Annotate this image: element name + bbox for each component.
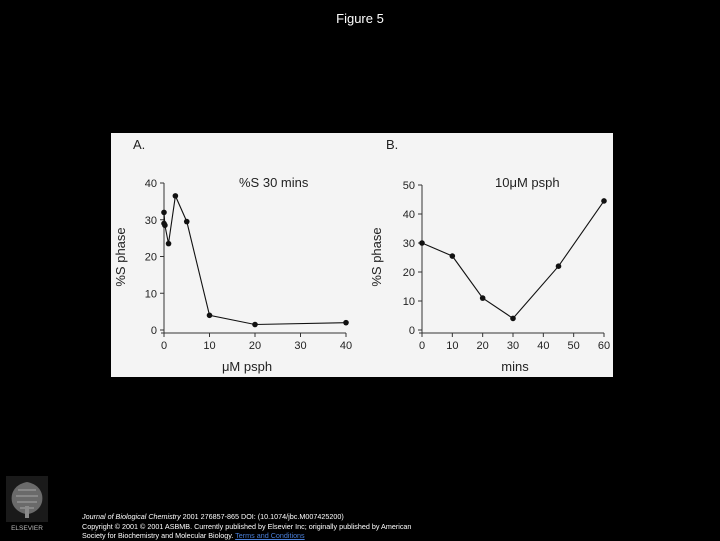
chart1-title: %S 30 mins [239, 175, 309, 190]
chart2-data-point [510, 316, 516, 322]
terms-link[interactable]: Terms and Conditions [235, 531, 305, 540]
chart2-ytick-label: 10 [402, 296, 415, 308]
chart2-ytick-label: 20 [402, 267, 415, 279]
citation-doi: 2001 276857-865 DOI: (10.1074/jbc.M007425200) [180, 512, 344, 521]
chart2-xtick-label: 40 [537, 340, 550, 352]
copyright-text: Copyright © 2001 © 2001 ASBMB. Currently published by Elsevier Inc; originally published by American [82, 521, 412, 531]
chart2-xtick-label: 60 [597, 340, 611, 352]
chart2-data-point [419, 240, 425, 246]
chart1-data-point [173, 193, 179, 199]
society-text: Society for Biochemistry and Molecular Biology. [82, 531, 236, 540]
chart2-data-point [450, 253, 456, 259]
chart2-series-line [422, 201, 604, 319]
chart1-xtick-label: 10 [203, 340, 216, 352]
chart1-xtick-label: 30 [294, 340, 307, 352]
chart1-ytick-label: 40 [144, 178, 157, 190]
chart1-xtick-label: 20 [248, 340, 262, 352]
chart1-data-point [343, 320, 349, 326]
figure-panel [111, 133, 613, 377]
chart1-series-line [164, 196, 346, 325]
chart1-panel-label: A. [133, 137, 146, 152]
chart1-ytick-label: 30 [144, 214, 157, 227]
elsevier-logo [6, 476, 48, 534]
chart2-xlabel: mins [501, 359, 529, 374]
chart1-data-point [252, 322, 258, 328]
chart1-xtick-label: 0 [160, 340, 168, 352]
chart1-data-point [161, 210, 167, 216]
chart2-xtick-label: 50 [567, 340, 580, 352]
chart1-ytick-label: 0 [150, 325, 157, 337]
chart2-xtick-label: 30 [506, 340, 520, 352]
chart2-data-point [601, 198, 607, 204]
figure-title: Figure 5 [336, 11, 384, 26]
chart2-data-point [480, 295, 486, 301]
chart1-ylabel: %S phase [113, 227, 128, 287]
chart1-xtick-label: 40 [339, 340, 353, 352]
elsevier-logo-text: ELSEVIER [11, 525, 43, 532]
chart2-ytick-label: 0 [408, 325, 415, 337]
charts-svg [111, 133, 613, 377]
chart2-xtick-label: 0 [418, 340, 426, 352]
chart2-ytick-label: 50 [402, 180, 415, 192]
chart1-data-point [207, 313, 213, 319]
chart2-ytick-label: 30 [402, 238, 415, 250]
chart2-xtick-label: 10 [446, 340, 459, 352]
chart2-xtick-label: 20 [476, 340, 489, 352]
footer-citation [82, 512, 702, 541]
chart2-ylabel: %S phase [369, 227, 384, 287]
chart1-data-point [166, 241, 172, 247]
chart1-data-point [162, 222, 168, 228]
chart2-title: 10μM psph [495, 175, 560, 190]
chart1-ytick-label: 20 [144, 251, 157, 264]
journal-name: Journal of Biological Chemistry [82, 512, 181, 521]
chart1-ytick-label: 10 [144, 288, 157, 301]
chart1-data-point [184, 219, 190, 225]
chart2-data-point [556, 263, 562, 269]
chart2-ytick-label: 40 [402, 209, 415, 221]
chart1-xlabel: μM psph [221, 359, 273, 374]
chart2-panel-label: B. [386, 137, 399, 152]
